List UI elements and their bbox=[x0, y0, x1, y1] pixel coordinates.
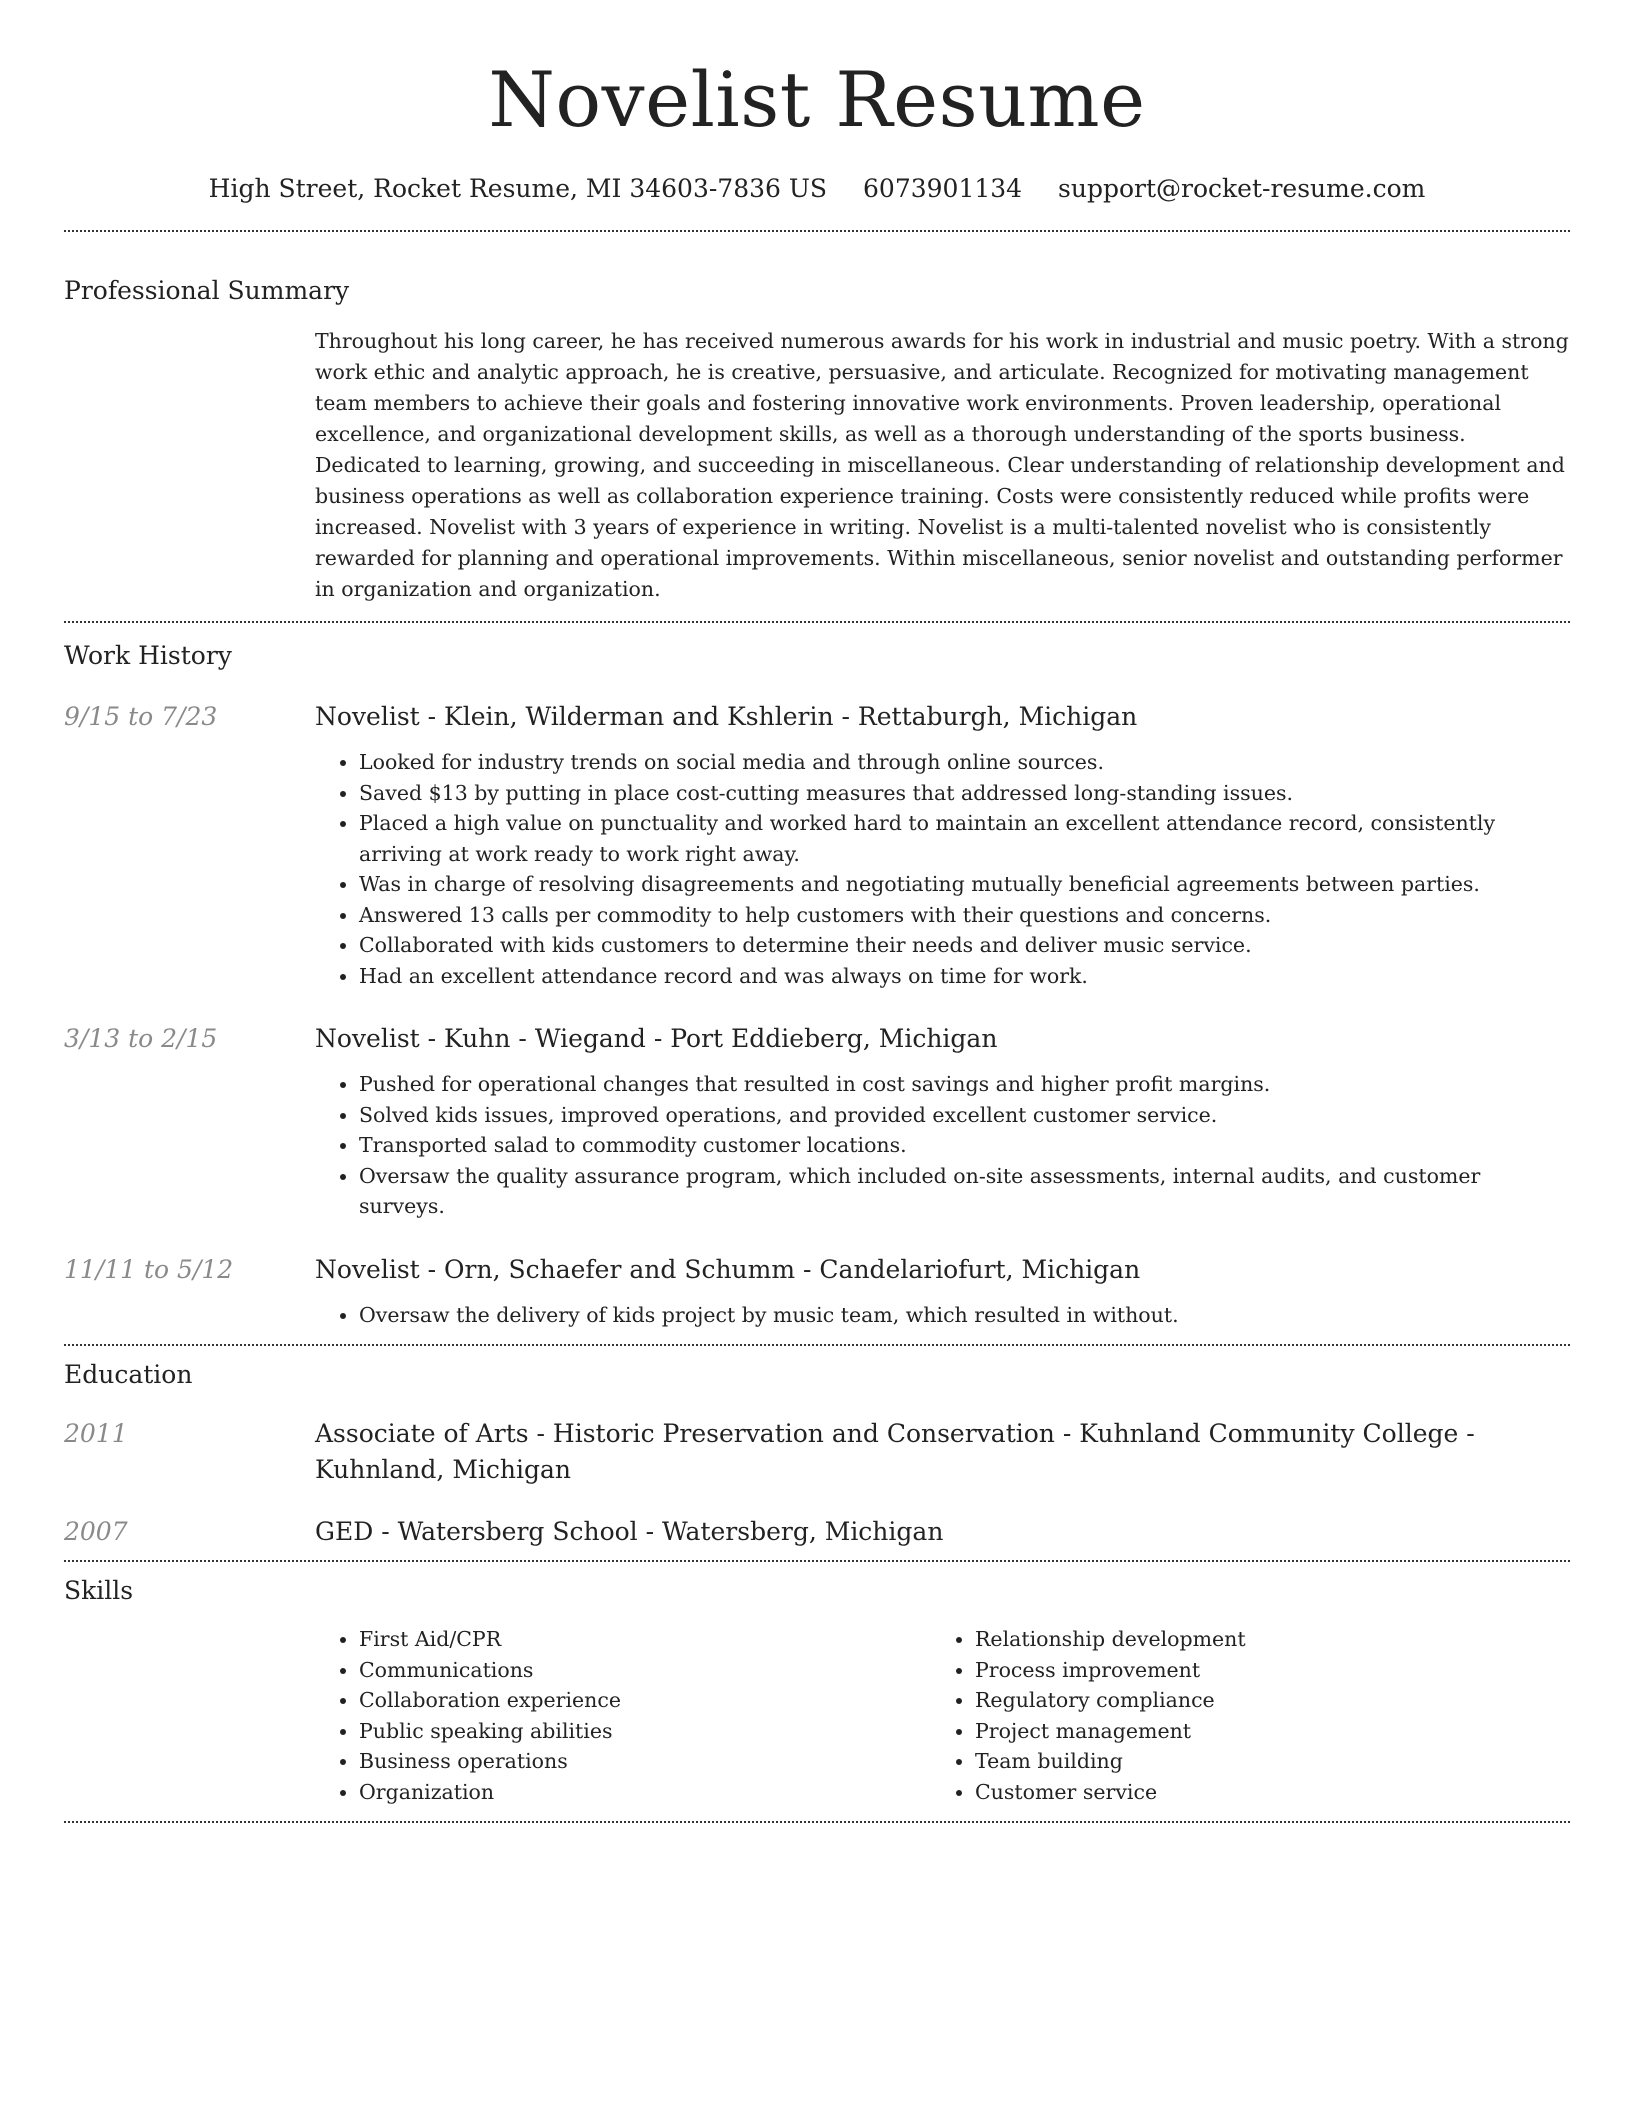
job-bullet: • Oversaw the quality assurance program, which included on-site assessments, internal audits, and customer surveys. bbox=[359, 1161, 1570, 1222]
job-content bbox=[315, 699, 1570, 991]
job-dates: 9/15 to 7/23 bbox=[64, 702, 218, 731]
job-bullet: • Had an excellent attendance record and was always on time for work. bbox=[359, 961, 1570, 992]
job-dates: 3/13 to 2/15 bbox=[64, 1024, 218, 1053]
skills-heading: Skills bbox=[64, 1576, 134, 1605]
job-bullet: • Saved $13 by putting in place cost-cutting measures that addressed long-standing issues. bbox=[359, 778, 1570, 809]
education-entry bbox=[64, 1416, 1570, 1488]
skills-column-left bbox=[315, 1624, 931, 1807]
job-title: Novelist - Klein, Wilderman and Kshlerin - Rettaburgh, Michigan bbox=[315, 702, 1138, 731]
skill-item: • First Aid/CPR bbox=[359, 1624, 931, 1655]
skill-item: • Project management bbox=[975, 1716, 1547, 1747]
job-dates: 11/11 to 5/12 bbox=[64, 1254, 234, 1284]
skill-item: • Relationship development bbox=[975, 1624, 1547, 1655]
education-text: Associate of Arts - Historic Preservation and Conservation - Kuhnland Community College - Kuhnland, Michigan bbox=[315, 1419, 1475, 1484]
summary-text: Throughout his long career, he has received numerous awards for his work in industrial and music poetry. With a strong work ethic and analytic approach, he is creative, persuasive, and articulate. Recognized for motivating management team members to achieve their goals and fostering innovative work environments. Proven leadership, operational excellence, and organizational development skills, as well as a thorough understanding of the sports business. Dedicated to learning, growing, and succeeding in miscellaneous. Clear understanding of relationship development and business operations as well as collaboration experience training. Costs were consistently reduced while profits were increased. Novelist with 3 years of experience in writing. Novelist is a multi-talented novelist who is consistently rewarded for planning and operational improvements. Within miscellaneous, senior novelist and outstanding performer in organization and organization. bbox=[315, 329, 1569, 601]
job-content bbox=[315, 1252, 1570, 1331]
contact-address: High Street, Rocket Resume, MI 34603-7836 US bbox=[208, 174, 828, 203]
job-title: Novelist - Orn, Schaefer and Schumm - Candelariofurt, Michigan bbox=[315, 1254, 1141, 1284]
skill-item: • Business operations bbox=[359, 1746, 931, 1777]
education-text: GED - Watersberg School - Watersberg, Michigan bbox=[315, 1517, 944, 1546]
skills-column-right bbox=[931, 1624, 1547, 1807]
job-entry bbox=[64, 1252, 1570, 1331]
skill-item: • Organization bbox=[359, 1777, 931, 1808]
job-bullet: • Looked for industry trends on social media and through online sources. bbox=[359, 747, 1570, 778]
contact-email: support@rocket-resume.com bbox=[1058, 174, 1426, 203]
education-year: 2011 bbox=[64, 1419, 128, 1448]
skill-item: • Process improvement bbox=[975, 1655, 1547, 1686]
job-bullets bbox=[315, 747, 1570, 991]
skills-divider bbox=[64, 1821, 1570, 1823]
education-heading: Education bbox=[64, 1360, 193, 1389]
job-content bbox=[315, 1021, 1570, 1222]
job-bullet: • Answered 13 calls per commodity to help customers with their questions and concerns. bbox=[359, 900, 1570, 931]
job-bullet: • Pushed for operational changes that resulted in cost savings and higher profit margins. bbox=[359, 1069, 1570, 1100]
work-history-heading: Work History bbox=[64, 641, 232, 670]
job-entry bbox=[64, 1021, 1570, 1222]
job-bullet: • Transported salad to commodity customer locations. bbox=[359, 1130, 1570, 1161]
resume-page bbox=[64, 0, 1570, 1823]
job-bullet: • Oversaw the delivery of kids project by music team, which resulted in without. bbox=[359, 1300, 1570, 1331]
skill-item: • Collaboration experience bbox=[359, 1685, 931, 1716]
job-bullet: • Solved kids issues, improved operations, and provided excellent customer service. bbox=[359, 1100, 1570, 1131]
job-title: Novelist - Kuhn - Wiegand - Port Eddieberg, Michigan bbox=[315, 1024, 998, 1053]
job-bullets bbox=[315, 1069, 1570, 1222]
job-entry bbox=[64, 699, 1570, 991]
job-bullet: • Placed a high value on punctuality and worked hard to maintain an excellent attendance record, consistently arriving at work ready to work right away. bbox=[359, 808, 1570, 869]
skills-grid bbox=[315, 1624, 1570, 1807]
work-divider bbox=[64, 1344, 1570, 1346]
education-entry bbox=[64, 1514, 1570, 1550]
contact-phone: 6073901134 bbox=[863, 174, 1023, 203]
job-bullet: • Was in charge of resolving disagreements and negotiating mutually beneficial agreements between parties. bbox=[359, 869, 1570, 900]
summary-heading: Professional Summary bbox=[64, 276, 350, 305]
skill-item: • Regulatory compliance bbox=[975, 1685, 1547, 1716]
contact-line bbox=[64, 172, 1570, 206]
job-bullets bbox=[315, 1300, 1570, 1331]
skill-item: • Team building bbox=[975, 1746, 1547, 1777]
education-divider bbox=[64, 1560, 1570, 1562]
education-year: 2007 bbox=[64, 1517, 128, 1546]
header-divider bbox=[64, 230, 1570, 232]
skill-item: • Communications bbox=[359, 1655, 931, 1686]
resume-title: Novelist Resume bbox=[488, 55, 1146, 144]
summary-divider bbox=[64, 621, 1570, 623]
job-bullet: • Collaborated with kids customers to determine their needs and deliver music service. bbox=[359, 930, 1570, 961]
skill-item: • Public speaking abilities bbox=[359, 1716, 931, 1747]
skill-item: • Customer service bbox=[975, 1777, 1547, 1808]
